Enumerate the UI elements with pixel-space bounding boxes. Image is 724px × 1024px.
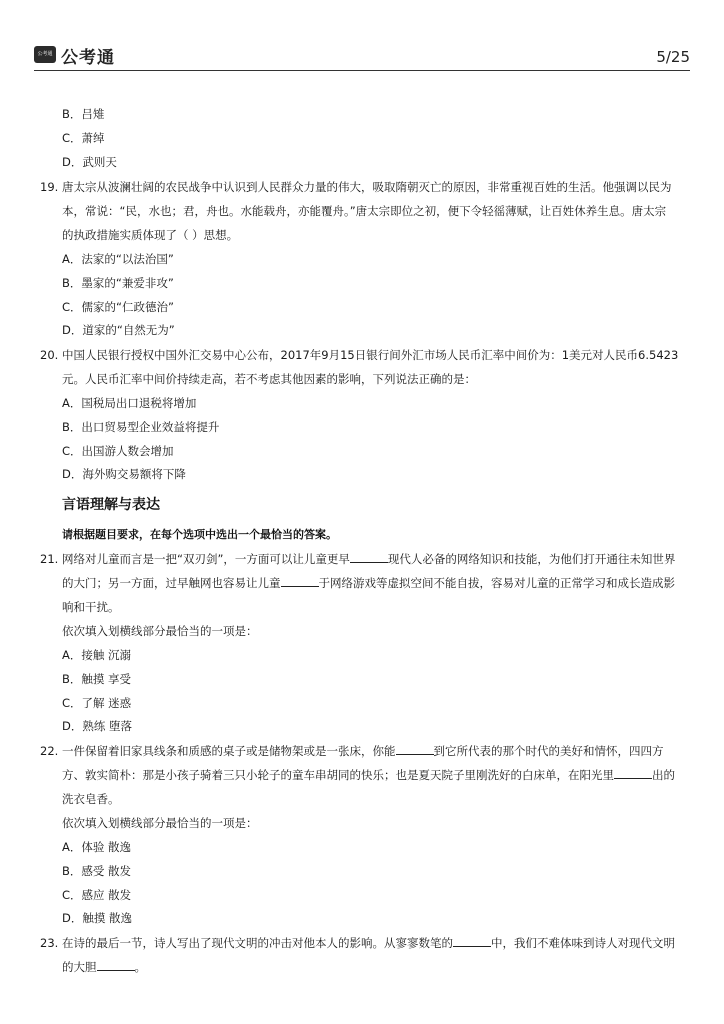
q22-option-a: A．体验 散逸 xyxy=(62,840,132,854)
logo-icon: 公考通 xyxy=(34,46,56,63)
q22-line-2-part-b: 出的 xyxy=(652,768,675,782)
section-title: 言语理解与表达 xyxy=(62,497,160,513)
page-header xyxy=(34,46,690,71)
q23-line-2-part-b: 。 xyxy=(134,960,146,974)
q22-blank-1 xyxy=(396,743,434,755)
q18-option-c: C．萧绰 xyxy=(62,131,105,145)
q23-line-1 xyxy=(62,935,675,951)
q23-blank-1 xyxy=(453,935,491,947)
q22-line-1-part-b: 到它所代表的那个时代的美好和情怀，四四方 xyxy=(433,744,664,758)
q20-option-d: D．海外购交易额将下降 xyxy=(62,467,186,481)
q21-line-2 xyxy=(62,575,675,591)
q22-option-d: D．触摸 散逸 xyxy=(62,911,133,925)
q22-line-3: 洗衣皂香。 xyxy=(62,792,120,806)
q22-option-c: C．感应 散发 xyxy=(62,888,132,902)
q23-line-1-part-a: 在诗的最后一节，诗人写出了现代文明的冲击对他本人的影响。从寥寥数笔的 xyxy=(62,936,453,950)
page-number: 5/25 xyxy=(656,48,690,66)
q22-blank-2 xyxy=(614,767,652,779)
q22-line-2-part-a: 方、敦实简朴：那是小孩子骑着三只小轮子的童车串胡同的快乐；也是夏天院子里刚洗好的白床单，在阳光里 xyxy=(62,768,614,782)
q20-option-b: B．出口贸易型企业效益将提升 xyxy=(62,420,220,434)
q21-option-c: C．了解 迷惑 xyxy=(62,696,132,710)
q23-line-1-part-b: 中，我们不难体味到诗人对现代文明 xyxy=(491,936,675,950)
q23-blank-2 xyxy=(97,959,135,971)
q22-line-1 xyxy=(62,743,664,759)
q19-option-c: C．儒家的“仁政德治” xyxy=(62,300,174,314)
q18-option-b: B．吕雉 xyxy=(62,107,105,121)
q20-number: 20. xyxy=(40,348,59,362)
q22-line-1-part-a: 一件保留着旧家具线条和质感的桌子或是储物架或是一张床，你能 xyxy=(62,744,396,758)
q21-blank-1 xyxy=(350,551,388,563)
q21-line-1-part-a: 网络对儿童而言是一把“双刃剑”，一方面可以让儿童更早 xyxy=(62,552,350,566)
q21-option-b: B．触摸 享受 xyxy=(62,672,132,686)
q21-blank-2 xyxy=(281,575,319,587)
q22-number: 22. xyxy=(40,744,59,758)
q23-number: 23. xyxy=(40,936,59,950)
q18-option-d: D．武则天 xyxy=(62,155,117,169)
q20-option-c: C．出国游人数会增加 xyxy=(62,444,174,458)
q21-line-3: 响和干扰。 xyxy=(62,600,120,614)
q23-line-2-part-a: 的大胆 xyxy=(62,960,97,974)
q21-option-a: A．接触 沉溺 xyxy=(62,648,132,662)
section-instruction: 请根据题目要求，在每个选项中选出一个最恰当的答案。 xyxy=(62,528,337,541)
q21-line-2-part-a: 的大门；另一方面，过早触网也容易让儿童 xyxy=(62,576,281,590)
q22-line-2 xyxy=(62,767,675,783)
q22-prompt: 依次填入划横线部分最恰当的一项是： xyxy=(62,816,258,830)
q19-option-d: D．道家的“自然无为” xyxy=(62,323,175,337)
q21-prompt: 依次填入划横线部分最恰当的一项是： xyxy=(62,624,258,638)
q19-line-2: 本，常说：“民，水也；君，舟也。水能载舟，亦能覆舟。”唐太宗即位之初，便下令轻徭薄赋，让百姓休养生息。唐太宗 xyxy=(62,204,667,218)
q21-option-d: D．熟练 堕落 xyxy=(62,719,133,733)
q22-option-b: B．感受 散发 xyxy=(62,864,132,878)
q23-line-2 xyxy=(62,959,146,975)
q19-number: 19. xyxy=(40,180,59,194)
q20-option-a: A．国税局出口退税将增加 xyxy=(62,396,197,410)
q19-option-a: A．法家的“以法治国” xyxy=(62,252,174,266)
q20-line-1: 中国人民银行授权中国外汇交易中心公布，2017年9月15日银行间外汇市场人民币汇率中间价为：1美元对人民币6.5423 xyxy=(62,348,679,362)
q21-line-2-part-b: 于网络游戏等虚拟空间不能自拔，容易对儿童的正常学习和成长造成影 xyxy=(318,576,675,590)
q19-line-3: 的执政措施实质体现了（ ）思想。 xyxy=(62,228,239,242)
q19-line-1: 唐太宗从波澜壮阔的农民战争中认识到人民群众力量的伟大，吸取隋朝灭亡的原因，非常重视百姓的生活。他强调以民为 xyxy=(62,180,672,194)
q21-line-1 xyxy=(62,551,675,567)
q21-line-1-part-b: 现代人必备的网络知识和技能，为他们打开通往未知世界 xyxy=(387,552,676,566)
logo-text: 公考通 xyxy=(61,48,115,68)
q19-option-b: B．墨家的“兼爱非攻” xyxy=(62,276,174,290)
q21-number: 21. xyxy=(40,552,59,566)
q20-line-2: 元。人民币汇率中间价持续走高，若不考虑其他因素的影响，下列说法正确的是： xyxy=(62,372,476,386)
